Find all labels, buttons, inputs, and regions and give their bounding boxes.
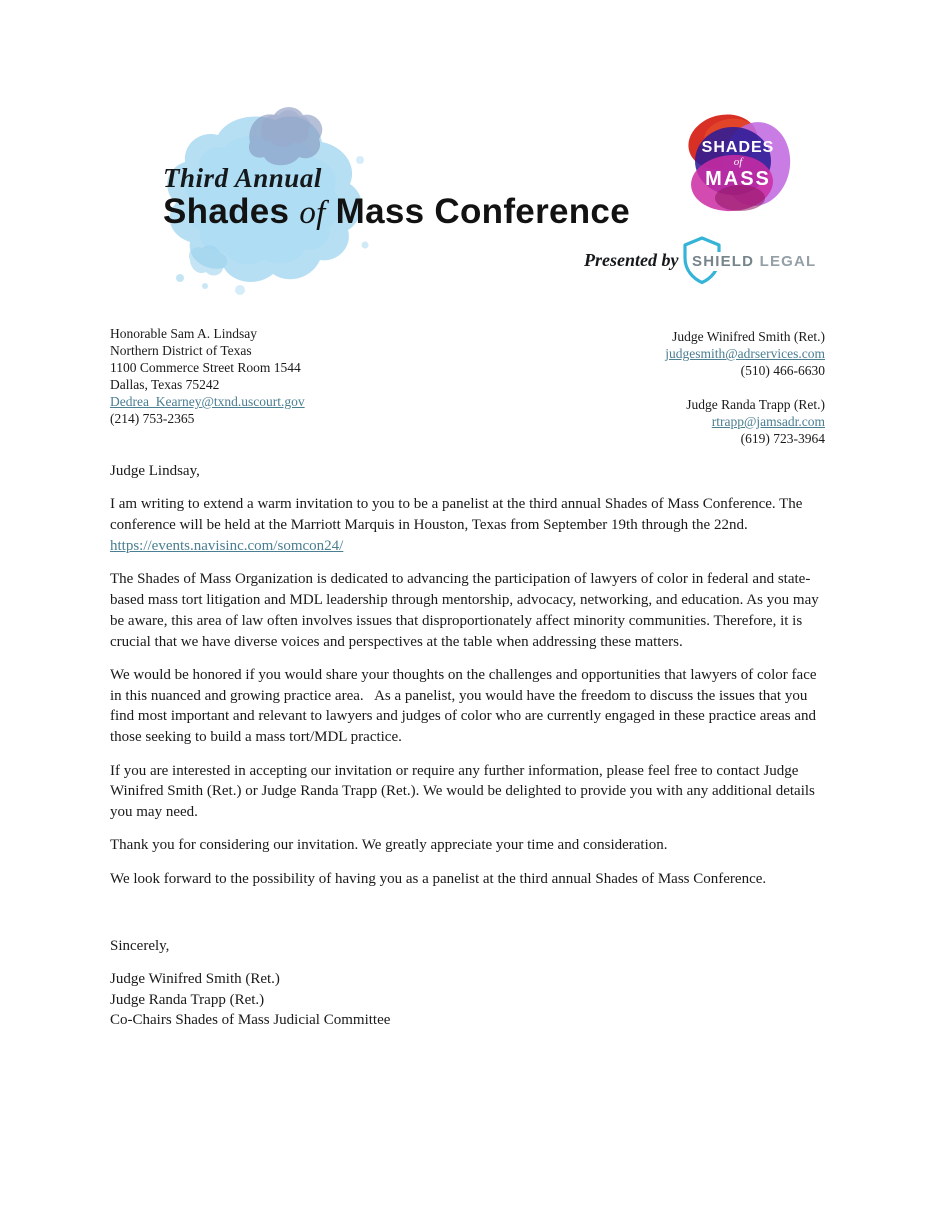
recipient-district: Northern District of Texas	[110, 343, 252, 358]
paragraph-thanks: Thank you for considering our invitation. We greatly appreciate your time and consideration.	[110, 837, 668, 854]
event-title-shades: Shades	[163, 192, 300, 231]
paragraph-invitation	[110, 494, 826, 556]
signature-cochairs: Co-Chairs Shades of Mass Judicial Committee	[110, 1012, 391, 1029]
signature-trapp: Judge Randa Trapp (Ret.)	[110, 991, 265, 1008]
shades-of-mass-logo	[683, 112, 793, 214]
paragraph-panelist: We would be honored if you would share your thoughts on the challenges and opportunities that lawyers of color face in this nuanced and growing practice area. As a panelist, you would have the freedom to discuss the issues that you find most important and relevant to lawyers and judges of color who are currently engaged in these practice areas and those seeking to build a mass tort/MDL practice.	[110, 666, 821, 746]
recipient-name: Honorable Sam A. Lindsay	[110, 326, 257, 341]
paragraph-contact: If you are interested in accepting our invitation or require any further information, please feel free to contact Judge Winifred Smith (Ret.) or Judge Randa Trapp (Ret.). We would be delighted to provide you with any additional details you may need.	[110, 762, 819, 821]
sender-trapp-phone: (619) 723-3964	[740, 431, 825, 446]
logo-word-shades: SHADES	[701, 138, 775, 156]
presented-by-label: Presented by	[584, 250, 679, 270]
paragraph-organization: The Shades of Mass Organization is dedicated to advancing the participation of lawyers of color in federal and state-based mass tort litigation and MDL leadership through mentorship, advocacy, networking, and education. As you may be aware, this area of law often involves issues that disproportionately affect minority communities. Therefore, it is crucial that we have diverse voices and perspectives at the table when addressing these matters.	[110, 571, 823, 650]
paragraph-invitation-text: I am writing to extend a warm invitation to you to be a panelist at the third annual Shades of Mass Conference. The conference will be held at the Marriott Marquis in Houston, Texas from September 19th through the 22nd.	[110, 496, 807, 534]
shades-of-mass-logo-text	[683, 112, 793, 214]
recipient-address-block	[110, 325, 305, 427]
logo-word-mass: MASS	[705, 167, 771, 190]
presented-by-row	[584, 232, 817, 290]
signature-block	[110, 969, 826, 1031]
closing: Sincerely,	[110, 937, 170, 954]
event-edition: Third Annual	[163, 163, 322, 193]
header-title-block	[163, 163, 630, 232]
sponsor-word-legal: LEGAL	[759, 253, 817, 270]
sender-smith-phone: (510) 466-6630	[740, 363, 825, 378]
recipient-street: 1100 Commerce Street Room 1544	[110, 360, 301, 375]
sender-trapp-email-link[interactable]: rtrapp@jamsadr.com	[711, 414, 825, 429]
salutation: Judge Lindsay,	[110, 463, 200, 479]
sender-trapp-name: Judge Randa Trapp (Ret.)	[686, 397, 825, 412]
paragraph-lookforward: We look forward to the possibility of having you as a panelist at the third annual Shades of Mass Conference.	[110, 870, 767, 887]
sender-smith-email-link[interactable]: judgesmith@adrservices.com	[665, 346, 825, 361]
event-title	[163, 193, 630, 232]
sender-smith-name: Judge Winifred Smith (Ret.)	[672, 329, 825, 344]
conference-url-link[interactable]: https://events.navisinc.com/somcon24/	[110, 537, 344, 554]
sender-smith-block	[665, 328, 825, 379]
sender-contact-block	[665, 328, 825, 464]
recipient-phone: (214) 753-2365	[110, 411, 195, 426]
event-title-of: of	[299, 195, 326, 231]
letter-body	[110, 461, 826, 1031]
signature-smith: Judge Winifred Smith (Ret.)	[110, 970, 280, 987]
event-title-rest: Mass Conference	[325, 192, 630, 231]
recipient-email-link[interactable]: Dedrea_Kearney@txnd.uscourt.gov	[110, 394, 305, 409]
sender-trapp-block	[665, 396, 825, 447]
sponsor-word-shield: SHIELD	[692, 253, 755, 270]
logo-word-of: of	[733, 155, 743, 168]
sponsor-wordmark	[690, 252, 818, 271]
recipient-city: Dallas, Texas 75242	[110, 377, 220, 392]
